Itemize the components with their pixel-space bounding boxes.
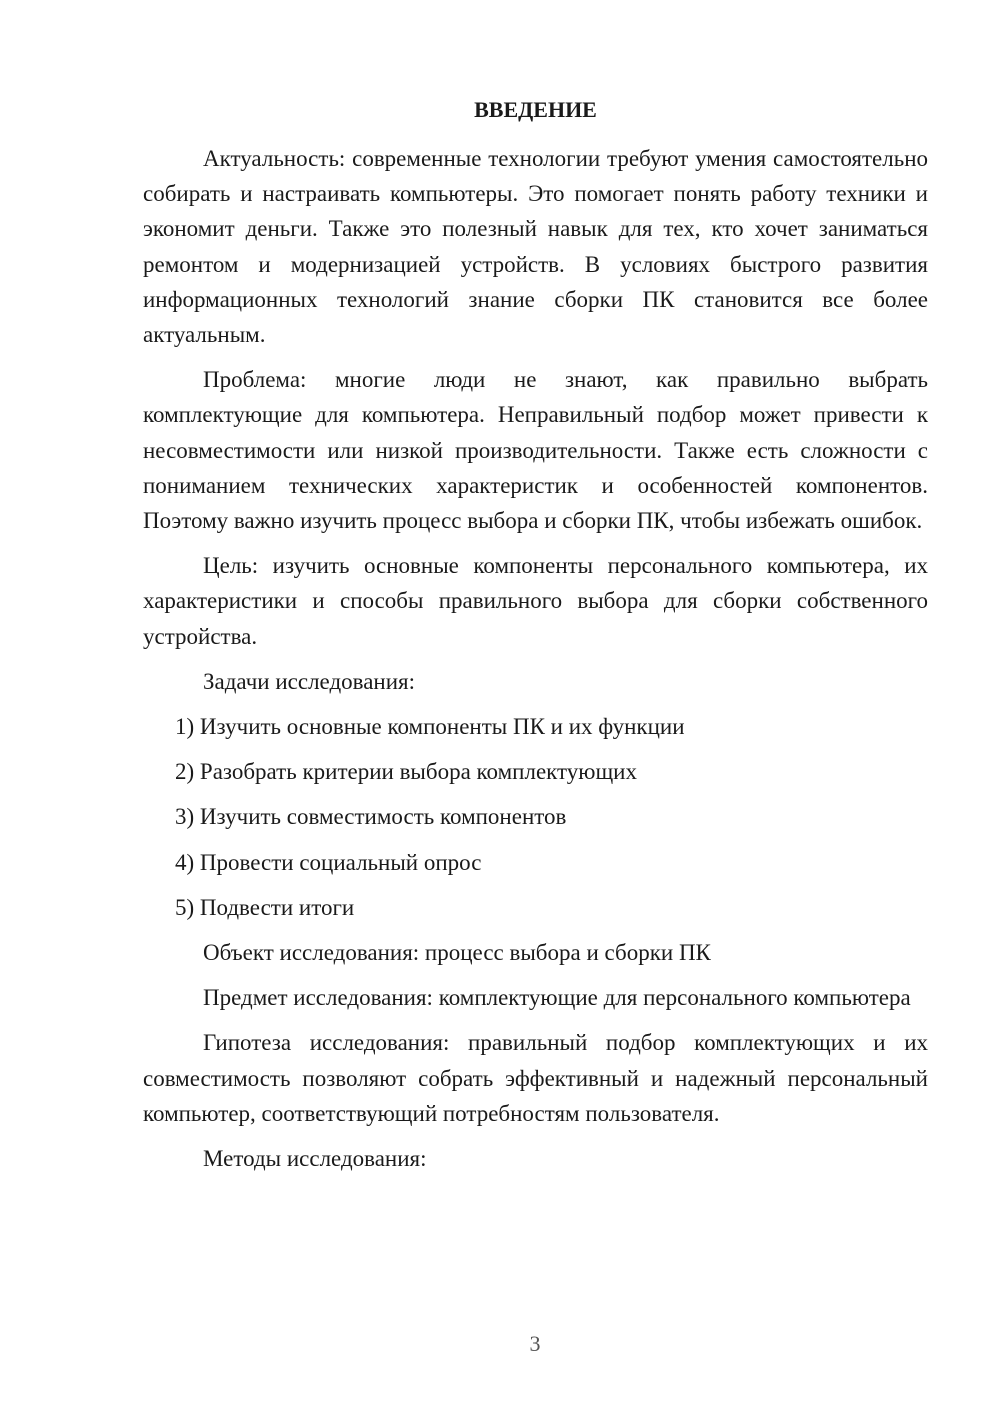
paragraph-problem: Проблема: многие люди не знают, как правильно выбрать комплектующие для компьютера. Неправильный подбор может привести к несовместимости или низкой производительности. Также есть сложности с пониманием технических характеристик и особенностей компонентов. Поэтому важно изучить процесс выбора и сборки ПК, чтобы избежать ошибок. — [143, 367, 928, 534]
list-item: 2) Разобрать критерии выбора комплектующих — [175, 759, 637, 785]
tasks-heading: Задачи исследования: — [203, 668, 416, 694]
paragraph-hypothesis: Гипотеза исследования: правильный подбор комплектующих и их совместимость позволяют собрать эффективный и надежный персональный компьютер, соответствующий потребностям пользователя. — [143, 1030, 928, 1126]
list-item: 1) Изучить основные компоненты ПК и их функции — [175, 714, 685, 740]
paragraph-relevance: Актуальность: современные технологии требуют умения самостоятельно собирать и настраивать компьютеры. Это помогает понять работу техники и экономит деньги. Также это полезный навык для тех, кто хочет заниматься ремонтом и модернизацией устройств. В условиях быстрого развития информационных технологий знание сборки ПК становится все более актуальным. — [143, 146, 928, 348]
paragraph-goal: Цель: изучить основные компоненты персонального компьютера, их характеристики и способы правильного выбора для сборки собственного устройства. — [143, 553, 928, 649]
list-item: 3) Изучить совместимость компонентов — [175, 804, 567, 830]
page-content — [143, 92, 928, 1186]
page-title: ВВЕДЕНИЕ — [474, 97, 597, 122]
page-number: 3 — [529, 1331, 541, 1356]
paragraph-object: Объект исследования: процесс выбора и сборки ПК — [203, 940, 711, 966]
list-item: 5) Подвести итоги — [175, 894, 355, 920]
tasks-list — [143, 709, 928, 925]
methods-heading: Методы исследования: — [203, 1146, 427, 1172]
list-item: 4) Провести социальный опрос — [175, 849, 482, 875]
paragraph-subject: Предмет исследования: комплектующие для персонального компьютера — [203, 985, 911, 1011]
